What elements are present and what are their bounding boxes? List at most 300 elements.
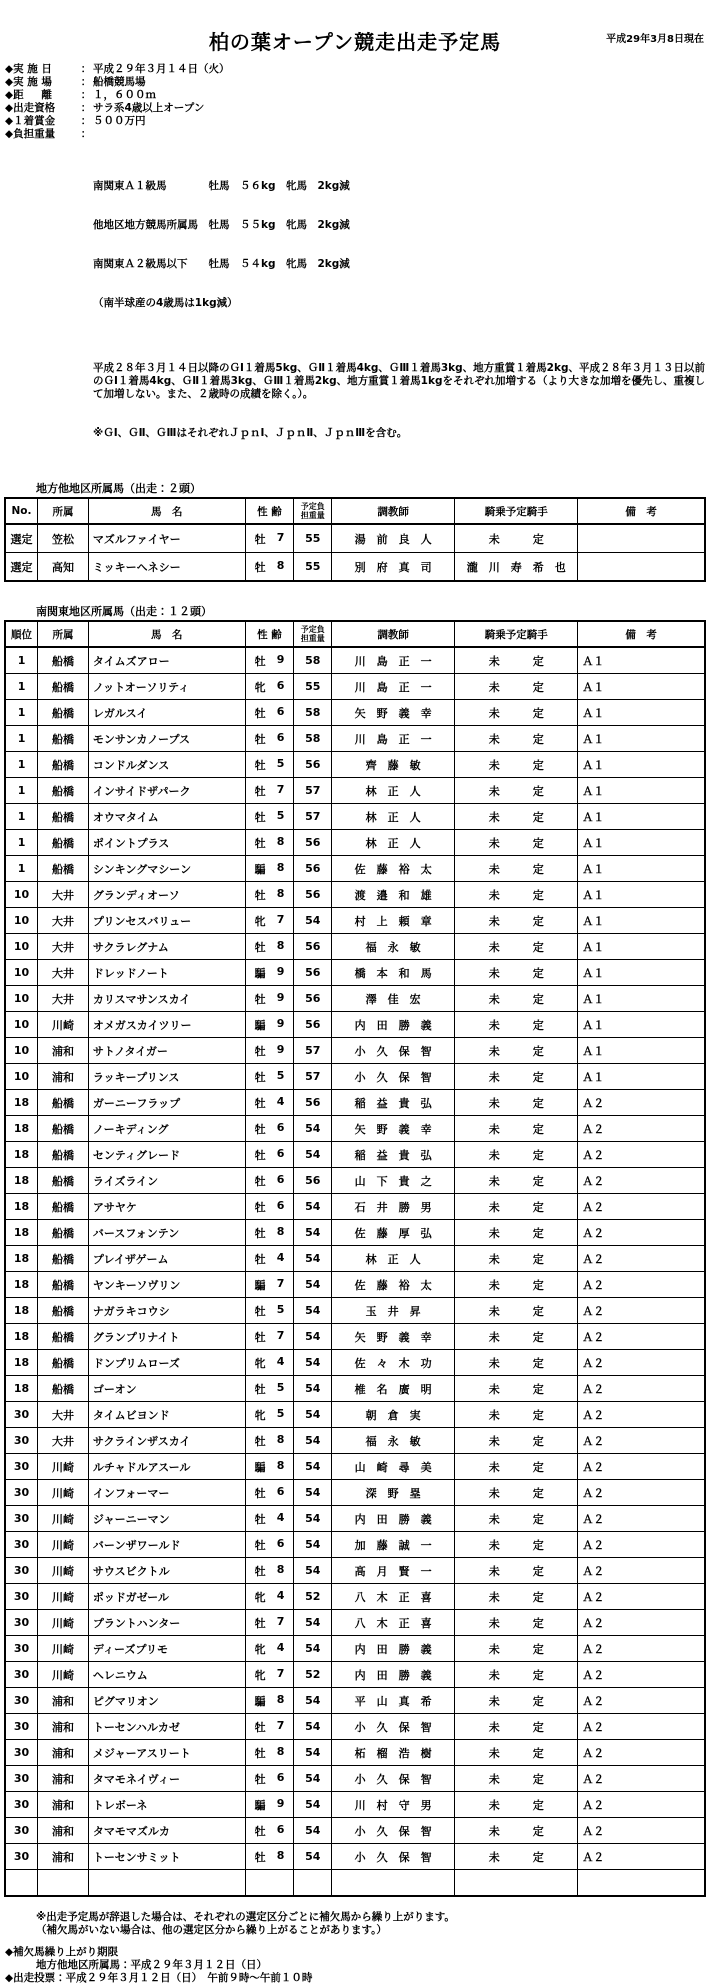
sex-label: 牡 xyxy=(254,1486,266,1500)
table-row xyxy=(5,1168,705,1194)
weight-cell: 56 xyxy=(294,1012,332,1038)
sex-age-wrap xyxy=(246,991,294,1007)
sex-age-cell xyxy=(245,934,294,960)
weight-cell: 58 xyxy=(294,700,332,726)
table-row xyxy=(5,1142,705,1168)
horse-name-cell: トーセンサミット xyxy=(88,1844,245,1870)
note-cell: Ａ１ xyxy=(578,647,705,674)
weight-cell: 55 xyxy=(294,674,332,700)
detail-label: ◆出走資格 xyxy=(5,102,56,114)
sex-age-cell xyxy=(245,553,294,582)
affiliation-cell: 川崎 xyxy=(38,1532,89,1558)
sex-label: 牡 xyxy=(254,1200,266,1214)
rank-cell: 18 xyxy=(5,1350,38,1376)
horse-name-cell: トレボーネ xyxy=(88,1792,245,1818)
trainer-cell: 橋 本 和 馬 xyxy=(332,960,455,986)
horse-name-cell: コンドルダンス xyxy=(88,752,245,778)
sex-label: 牝 xyxy=(254,680,266,694)
horse-name-cell: ルチャドルアスール xyxy=(88,1454,245,1480)
rank-cell: 1 xyxy=(5,647,38,674)
table-row xyxy=(5,778,705,804)
rank-cell: 30 xyxy=(5,1818,38,1844)
jockey-cell: 未 定 xyxy=(455,524,578,553)
table-row xyxy=(5,830,705,856)
sex-age-wrap xyxy=(246,1017,294,1033)
sex-age-cell xyxy=(245,674,294,700)
header-row xyxy=(5,498,705,524)
horse-name-cell: グランディオーソ xyxy=(88,882,245,908)
table-row xyxy=(5,726,705,752)
affiliation-cell: 浦和 xyxy=(38,1792,89,1818)
rank-cell: 30 xyxy=(5,1766,38,1792)
rank-cell: 18 xyxy=(5,1220,38,1246)
sex-age-wrap xyxy=(246,939,294,955)
col-header-trainer: 調教師 xyxy=(332,498,455,524)
jockey-cell: 未 定 xyxy=(455,647,578,674)
horse-name-cell: オウマタイム xyxy=(88,804,245,830)
trainer-cell: 林 正 人 xyxy=(332,804,455,830)
jockey-cell: 未 定 xyxy=(455,1766,578,1792)
affiliation-cell: 船橋 xyxy=(38,726,89,752)
detail-value: 平成２９年３月１４日（火） xyxy=(93,63,230,75)
sex-age-cell xyxy=(245,1454,294,1480)
minamikanto-table-caption: 南関東地区所属馬（出走：１２頭） xyxy=(36,605,212,618)
rank-cell: 10 xyxy=(5,1038,38,1064)
sex-age-wrap xyxy=(246,1407,294,1423)
sex-age-cell xyxy=(245,1740,294,1766)
detail-value: ５００万円 xyxy=(93,115,146,127)
trainer-cell: 湯 前 良 人 xyxy=(332,524,455,553)
rank-cell: 10 xyxy=(5,908,38,934)
age-label: 7 xyxy=(276,1328,285,1342)
sex-label: 牡 xyxy=(254,1330,266,1344)
rank-cell: 18 xyxy=(5,1168,38,1194)
trainer-cell: 加 藤 誠 一 xyxy=(332,1532,455,1558)
trainer-cell: 内 田 勝 義 xyxy=(332,1506,455,1532)
age-label: 6 xyxy=(276,1484,285,1498)
regional-table xyxy=(4,497,706,582)
detail-weight xyxy=(5,128,710,466)
sex-label: 牡 xyxy=(254,1252,266,1266)
jockey-cell: 未 定 xyxy=(455,1350,578,1376)
sex-age-wrap xyxy=(246,1251,294,1267)
weight-cell: 56 xyxy=(294,986,332,1012)
sex-label: 牝 xyxy=(254,914,266,928)
affiliation-cell: 船橋 xyxy=(38,856,89,882)
jockey-cell: 未 定 xyxy=(455,1324,578,1350)
horse-name-cell: タマモマズルカ xyxy=(88,1818,245,1844)
horse-name-cell: グランプリナイト xyxy=(88,1324,245,1350)
sex-label: 牡 xyxy=(254,1174,266,1188)
sex-age-cell xyxy=(245,700,294,726)
trainer-cell: 林 正 人 xyxy=(332,778,455,804)
affiliation-cell: 浦和 xyxy=(38,1038,89,1064)
age-label: 6 xyxy=(276,1770,285,1784)
note-cell: Ａ２ xyxy=(578,1376,705,1402)
affiliation-cell: 船橋 xyxy=(38,804,89,830)
trainer-cell: 深 野 塁 xyxy=(332,1480,455,1506)
sex-label: 牡 xyxy=(254,532,266,546)
sex-age-cell xyxy=(245,856,294,882)
table-row xyxy=(5,1376,705,1402)
sex-age-cell xyxy=(245,1038,294,1064)
sex-label: 牡 xyxy=(254,1772,266,1786)
sex-age-cell xyxy=(245,1584,294,1610)
age-label: 7 xyxy=(276,1614,285,1628)
sex-age-wrap xyxy=(246,965,294,981)
horse-name-cell: インサイドザパーク xyxy=(88,778,245,804)
horse-name-cell: ゴーオン xyxy=(88,1376,245,1402)
weight-cell: 54 xyxy=(294,1350,332,1376)
voting-line: ◆出走投票：平成２９年３月１２日（日） 午前９時～午前１０時 xyxy=(5,1972,313,1984)
sex-age-cell xyxy=(245,1870,294,1897)
affiliation-cell: 船橋 xyxy=(38,1246,89,1272)
sex-age-wrap xyxy=(246,887,294,903)
weight-cell: 54 xyxy=(294,908,332,934)
trainer-cell: 矢 野 義 幸 xyxy=(332,700,455,726)
horse-name-cell: ノットオーソリティ xyxy=(88,674,245,700)
rank-cell: 30 xyxy=(5,1402,38,1428)
affiliation-cell: 船橋 xyxy=(38,700,89,726)
note-cell xyxy=(578,553,705,582)
sex-age-wrap xyxy=(246,861,294,877)
sex-label: 牝 xyxy=(254,1590,266,1604)
rank-cell: 選定 xyxy=(5,524,38,553)
note-cell: Ａ２ xyxy=(578,1168,705,1194)
note-cell: Ａ２ xyxy=(578,1636,705,1662)
rank-cell: 1 xyxy=(5,726,38,752)
table-row xyxy=(5,553,705,582)
weight-cell: 56 xyxy=(294,856,332,882)
affiliation-cell: 船橋 xyxy=(38,674,89,700)
rank-cell: 30 xyxy=(5,1584,38,1610)
table-row xyxy=(5,1428,705,1454)
col-header-note: 備 考 xyxy=(578,498,705,524)
rank-cell: 30 xyxy=(5,1454,38,1480)
rank-cell: 18 xyxy=(5,1142,38,1168)
affiliation-cell: 浦和 xyxy=(38,1818,89,1844)
age-label: 4 xyxy=(276,1094,285,1108)
note-cell: Ａ２ xyxy=(578,1532,705,1558)
horse-name-cell: プリンセスバリュー xyxy=(88,908,245,934)
sex-label: 牡 xyxy=(254,1304,266,1318)
sex-age-cell xyxy=(245,1662,294,1688)
rank-cell xyxy=(5,1870,38,1897)
jockey-cell: 未 定 xyxy=(455,1558,578,1584)
horse-name-cell: ラッキープリンス xyxy=(88,1064,245,1090)
sex-age-cell xyxy=(245,986,294,1012)
note-cell: Ａ２ xyxy=(578,1766,705,1792)
weight-cell: 54 xyxy=(294,1454,332,1480)
detail-prize xyxy=(5,115,710,128)
sex-label: 牡 xyxy=(254,560,266,574)
age-label: 9 xyxy=(276,1042,285,1056)
weight-cell: 54 xyxy=(294,1610,332,1636)
jockey-cell: 未 定 xyxy=(455,830,578,856)
trainer-cell: 川 島 正 一 xyxy=(332,674,455,700)
sex-age-wrap xyxy=(246,809,294,825)
horse-name-cell: ポッドガゼール xyxy=(88,1584,245,1610)
note-cell: Ａ１ xyxy=(578,908,705,934)
detail-value: サラ系4歳以上オープン xyxy=(93,102,205,114)
jockey-cell: 未 定 xyxy=(455,1272,578,1298)
rank-cell: 1 xyxy=(5,856,38,882)
jockey-cell: 未 定 xyxy=(455,1480,578,1506)
note-cell: Ａ２ xyxy=(578,1584,705,1610)
table-row xyxy=(5,1766,705,1792)
table-row xyxy=(5,752,705,778)
rank-cell: 18 xyxy=(5,1376,38,1402)
trainer-cell: 小 久 保 智 xyxy=(332,1714,455,1740)
note-cell: Ａ２ xyxy=(578,1506,705,1532)
note-cell: Ａ２ xyxy=(578,1298,705,1324)
col-header-no: No. xyxy=(5,498,38,524)
age-label: 9 xyxy=(276,990,285,1004)
rank-cell: 18 xyxy=(5,1324,38,1350)
jockey-cell: 未 定 xyxy=(455,882,578,908)
rank-cell: 30 xyxy=(5,1636,38,1662)
rank-cell: 18 xyxy=(5,1298,38,1324)
horse-name-cell: ピグマリオン xyxy=(88,1688,245,1714)
affiliation-cell: 大井 xyxy=(38,908,89,934)
affiliation-cell: 船橋 xyxy=(38,1116,89,1142)
horse-name-cell: ミッキーヘネシー xyxy=(88,553,245,582)
age-label: 6 xyxy=(276,1172,285,1186)
weight-cell: 54 xyxy=(294,1792,332,1818)
table-row xyxy=(5,908,705,934)
age-label: 6 xyxy=(276,1146,285,1160)
sex-age-cell xyxy=(245,1688,294,1714)
note-cell: Ａ２ xyxy=(578,1272,705,1298)
col-header-sex-age: 性 齢 xyxy=(245,498,294,524)
table-row xyxy=(5,1454,705,1480)
jockey-cell: 未 定 xyxy=(455,1740,578,1766)
rank-cell: 30 xyxy=(5,1844,38,1870)
affiliation-cell: 船橋 xyxy=(38,1220,89,1246)
note-cell: Ａ２ xyxy=(578,1844,705,1870)
sex-age-cell xyxy=(245,647,294,674)
table-row xyxy=(5,1844,705,1870)
note-cell: Ａ２ xyxy=(578,1662,705,1688)
note-cell: Ａ２ xyxy=(578,1454,705,1480)
jockey-cell: 未 定 xyxy=(455,1636,578,1662)
trainer-cell: 川 村 守 男 xyxy=(332,1792,455,1818)
affiliation-cell: 船橋 xyxy=(38,1142,89,1168)
minamikanto-table-body xyxy=(5,647,705,1896)
note-cell: Ａ１ xyxy=(578,700,705,726)
jockey-cell: 未 定 xyxy=(455,1012,578,1038)
as-of-date: 平成29年3月8日現在 xyxy=(606,34,704,45)
weight-cell: 54 xyxy=(294,1376,332,1402)
rank-cell: 30 xyxy=(5,1662,38,1688)
horse-name-cell: ライズライン xyxy=(88,1168,245,1194)
weight-cell: 54 xyxy=(294,1298,332,1324)
rank-cell: 18 xyxy=(5,1246,38,1272)
col-header-weight-bottom: 担重量 xyxy=(300,511,325,520)
note-cell: Ａ１ xyxy=(578,960,705,986)
sex-age-wrap xyxy=(246,1563,294,1579)
sex-age-wrap xyxy=(246,1615,294,1631)
weight-cell: 54 xyxy=(294,1116,332,1142)
sex-age-wrap xyxy=(246,531,294,547)
weight-rule-line: （南半球産の4歳馬は1kg減） xyxy=(93,297,238,309)
sex-age-cell xyxy=(245,1610,294,1636)
deadline-heading: ◆補欠馬繰り上がり期限 xyxy=(5,1946,119,1958)
table-row xyxy=(5,1064,705,1090)
detail-label: ◆実 施 場 xyxy=(5,76,52,88)
affiliation-cell: 川崎 xyxy=(38,1636,89,1662)
table-row xyxy=(5,1116,705,1142)
jockey-cell: 未 定 xyxy=(455,674,578,700)
table-row xyxy=(5,1480,705,1506)
sex-label: 牡 xyxy=(254,992,266,1006)
horse-name-cell: センティグレード xyxy=(88,1142,245,1168)
trainer-cell: 稲 益 貴 弘 xyxy=(332,1142,455,1168)
affiliation-cell: 船橋 xyxy=(38,752,89,778)
sex-age-cell xyxy=(245,1194,294,1220)
trainer-cell: 小 久 保 智 xyxy=(332,1766,455,1792)
affiliation-cell: 大井 xyxy=(38,986,89,1012)
note-cell: Ａ２ xyxy=(578,1558,705,1584)
rank-cell: 30 xyxy=(5,1740,38,1766)
note-cell: Ａ１ xyxy=(578,986,705,1012)
weight-cell: 55 xyxy=(294,524,332,553)
col-header-jockey: 騎乗予定騎手 xyxy=(455,498,578,524)
sex-label: 牝 xyxy=(254,1408,266,1422)
sex-age-cell xyxy=(245,1012,294,1038)
weight-cell: 58 xyxy=(294,647,332,674)
affiliation-cell: 船橋 xyxy=(38,647,89,674)
rank-cell: 10 xyxy=(5,1012,38,1038)
sex-age-cell xyxy=(245,1090,294,1116)
sex-age-wrap xyxy=(246,1095,294,1111)
withdrawal-note: ※出走予定馬が辞退した場合は、それぞれの選定区分ごとに補欠馬から繰り上がります。 xyxy=(36,1911,455,1923)
note-cell: Ａ２ xyxy=(578,1116,705,1142)
table-row xyxy=(5,960,705,986)
jockey-cell: 未 定 xyxy=(455,1168,578,1194)
table-row xyxy=(5,1038,705,1064)
jockey-cell: 未 定 xyxy=(455,1298,578,1324)
col-header-jockey: 騎乗予定騎手 xyxy=(455,621,578,647)
sex-age-wrap xyxy=(246,1173,294,1189)
age-label: 9 xyxy=(276,1796,285,1810)
note-cell: Ａ１ xyxy=(578,934,705,960)
sex-age-cell xyxy=(245,778,294,804)
weight-cell: 54 xyxy=(294,1688,332,1714)
table-row xyxy=(5,1272,705,1298)
table-row xyxy=(5,1220,705,1246)
sex-age-wrap xyxy=(246,1433,294,1449)
rank-cell: 10 xyxy=(5,960,38,986)
sex-age-wrap xyxy=(246,1771,294,1787)
horse-name-cell: ジャーニーマン xyxy=(88,1506,245,1532)
table-row xyxy=(5,934,705,960)
jockey-cell: 未 定 xyxy=(455,960,578,986)
col-header-affiliation: 所属 xyxy=(38,498,89,524)
note-cell: Ａ２ xyxy=(578,1324,705,1350)
affiliation-cell: 船橋 xyxy=(38,1376,89,1402)
horse-name-cell: トーセンハルカゼ xyxy=(88,1714,245,1740)
sex-age-cell xyxy=(245,1558,294,1584)
sex-label: 牡 xyxy=(254,940,266,954)
sex-label: 牝 xyxy=(254,1668,266,1682)
sex-age-cell xyxy=(245,1506,294,1532)
sex-age-cell xyxy=(245,1818,294,1844)
age-label: 6 xyxy=(276,704,285,718)
affiliation-cell: 川崎 xyxy=(38,1506,89,1532)
trainer-cell: 小 久 保 智 xyxy=(332,1064,455,1090)
sex-label: 牝 xyxy=(254,1642,266,1656)
trainer-cell: 八 木 正 喜 xyxy=(332,1610,455,1636)
weight-cell: 56 xyxy=(294,830,332,856)
note-cell xyxy=(578,1870,705,1897)
sex-age-cell xyxy=(245,882,294,908)
age-label: 7 xyxy=(276,1276,285,1290)
age-label: 8 xyxy=(276,834,285,848)
detail-colon: ： xyxy=(80,102,92,114)
minamikanto-table xyxy=(4,620,706,1897)
sex-age-wrap xyxy=(246,913,294,929)
sex-age-wrap xyxy=(246,1381,294,1397)
sex-age-wrap xyxy=(246,653,294,669)
horse-name-cell: メジャーアスリート xyxy=(88,1740,245,1766)
trainer-cell: 小 久 保 智 xyxy=(332,1818,455,1844)
sex-label: 牡 xyxy=(254,1226,266,1240)
weight-cell: 56 xyxy=(294,934,332,960)
trainer-cell: 福 永 敏 xyxy=(332,934,455,960)
table-row xyxy=(5,1584,705,1610)
age-label: 6 xyxy=(276,1536,285,1550)
trainer-cell: 福 永 敏 xyxy=(332,1428,455,1454)
sex-label: 牡 xyxy=(254,1538,266,1552)
jockey-cell: 未 定 xyxy=(455,1844,578,1870)
trainer-cell: 小 久 保 智 xyxy=(332,1844,455,1870)
sex-label: 牡 xyxy=(254,1096,266,1110)
sex-label: 牡 xyxy=(254,1824,266,1838)
note-cell: Ａ２ xyxy=(578,1480,705,1506)
horse-name-cell: カリスマサンスカイ xyxy=(88,986,245,1012)
table-row xyxy=(5,1662,705,1688)
sex-age-wrap xyxy=(246,783,294,799)
horse-name-cell: オメガスカイツリー xyxy=(88,1012,245,1038)
age-label: 8 xyxy=(276,886,285,900)
jockey-cell: 未 定 xyxy=(455,1142,578,1168)
age-label: 4 xyxy=(276,1640,285,1654)
sex-label: 騙 xyxy=(254,1278,266,1292)
age-label: 9 xyxy=(276,1016,285,1030)
sex-age-cell xyxy=(245,1142,294,1168)
note-cell: Ａ１ xyxy=(578,830,705,856)
age-label: 6 xyxy=(276,1120,285,1134)
rank-cell: 選定 xyxy=(5,553,38,582)
sex-label: 騙 xyxy=(254,862,266,876)
weight-cell: 54 xyxy=(294,1740,332,1766)
table-row xyxy=(5,1012,705,1038)
note-cell: Ａ１ xyxy=(578,1012,705,1038)
deadline-line: 地方他地区所属馬：平成２９年３月１２日（日） xyxy=(36,1959,267,1971)
age-label: 5 xyxy=(276,1302,285,1316)
jockey-cell: 未 定 xyxy=(455,1662,578,1688)
horse-name-cell: ノーキディング xyxy=(88,1116,245,1142)
sex-label: 騙 xyxy=(254,966,266,980)
table-row xyxy=(5,1558,705,1584)
table-row xyxy=(5,1090,705,1116)
rank-cell: 18 xyxy=(5,1116,38,1142)
horse-name-cell: バースフォンテン xyxy=(88,1220,245,1246)
horse-name-cell: バーンザワールド xyxy=(88,1532,245,1558)
affiliation-cell: 船橋 xyxy=(38,1298,89,1324)
detail-date xyxy=(5,63,710,76)
